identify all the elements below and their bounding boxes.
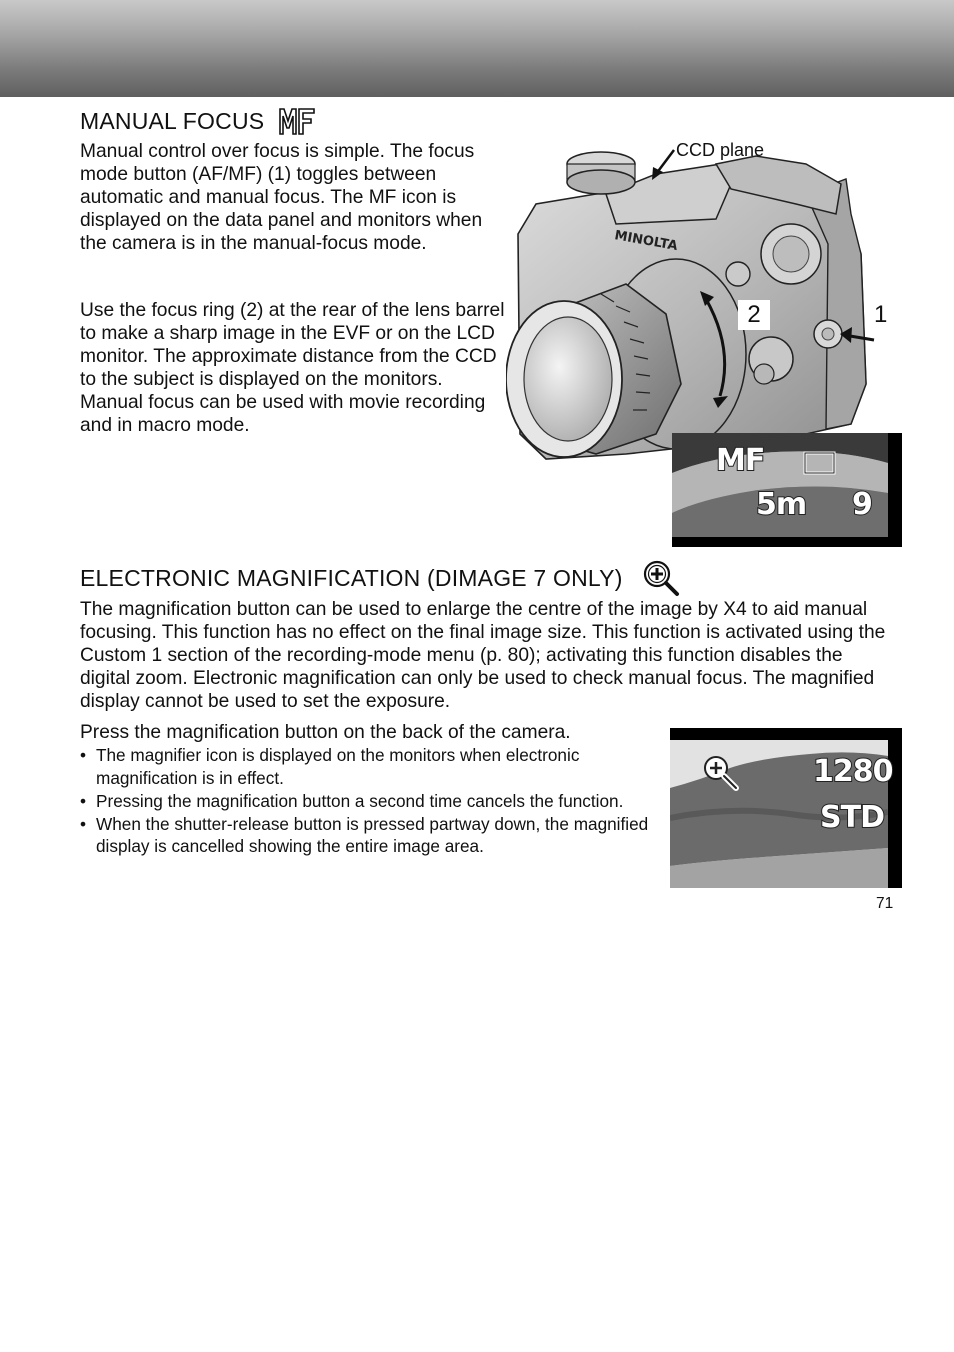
mf-mode-indicator: MF <box>716 443 765 478</box>
callout-focus-mode-button: 1 <box>874 301 888 328</box>
magnification-instruction: Press the magnification button on the back of the camera. <box>80 722 571 743</box>
manual-focus-heading-text: MANUAL FOCUS <box>80 107 265 134</box>
focus-distance-display: 5m <box>756 487 807 522</box>
mf-monitor-display <box>672 433 902 547</box>
camera-illustration <box>506 134 906 474</box>
header-band <box>0 0 954 97</box>
frame-counter: 9 <box>852 487 872 522</box>
image-quality-display: STD <box>820 800 884 835</box>
image-resolution-display: 1280 <box>813 754 893 789</box>
list-item: • When the shutter-release button is pressed partway down, the magnified display is cancelled showing the entire image area. <box>80 813 649 856</box>
magnification-notes-list <box>80 744 655 858</box>
list-item: • Pressing the magnification button a second time cancels the function. <box>80 790 624 811</box>
manual-focus-paragraph-2: Use the focus ring (2) at the rear of the lens barrel to make a sharp image in the EVF or on the LCD monitor. The approximate distance from the CCD to the subject is displayed on the monitors. Manual focus can be used with movie recording and in macro mode. <box>80 300 505 436</box>
page-number: 71 <box>876 895 894 912</box>
magnifier-icon <box>641 558 681 598</box>
manual-focus-paragraph-1: Manual control over focus is simple. The focus mode button (AF/MF) (1) toggles between automatic and manual focus. The MF icon is displayed on the data panel and monitors when the camera is in the manual-focus mode. <box>80 141 483 254</box>
manual-focus-heading <box>80 106 316 136</box>
list-item: • The magnifier icon is displayed on the monitors when electronic magnification is in effect. <box>80 745 580 788</box>
svg-text:MINOLTA: MINOLTA <box>613 228 679 255</box>
magnification-paragraph: The magnification button can be used to enlarge the centre of the image by X4 to aid manual focusing. This function has no effect on the final image size. This function is activated using the Custom 1 section of the recording-mode menu (p. 80); activating this function disables the digital zoom. Electronic magnification can only be used to check manual focus. The magnified display cannot be used to set the exposure. <box>80 599 886 712</box>
ccd-plane-label: CCD plane <box>676 140 765 160</box>
magnification-heading <box>80 558 681 598</box>
callout-focus-ring: 2 <box>738 300 770 330</box>
mf-icon <box>278 106 316 136</box>
magnification-heading-text: ELECTRONIC MAGNIFICATION (DIMAGE 7 ONLY) <box>80 564 623 591</box>
magnified-monitor-display <box>670 728 902 888</box>
